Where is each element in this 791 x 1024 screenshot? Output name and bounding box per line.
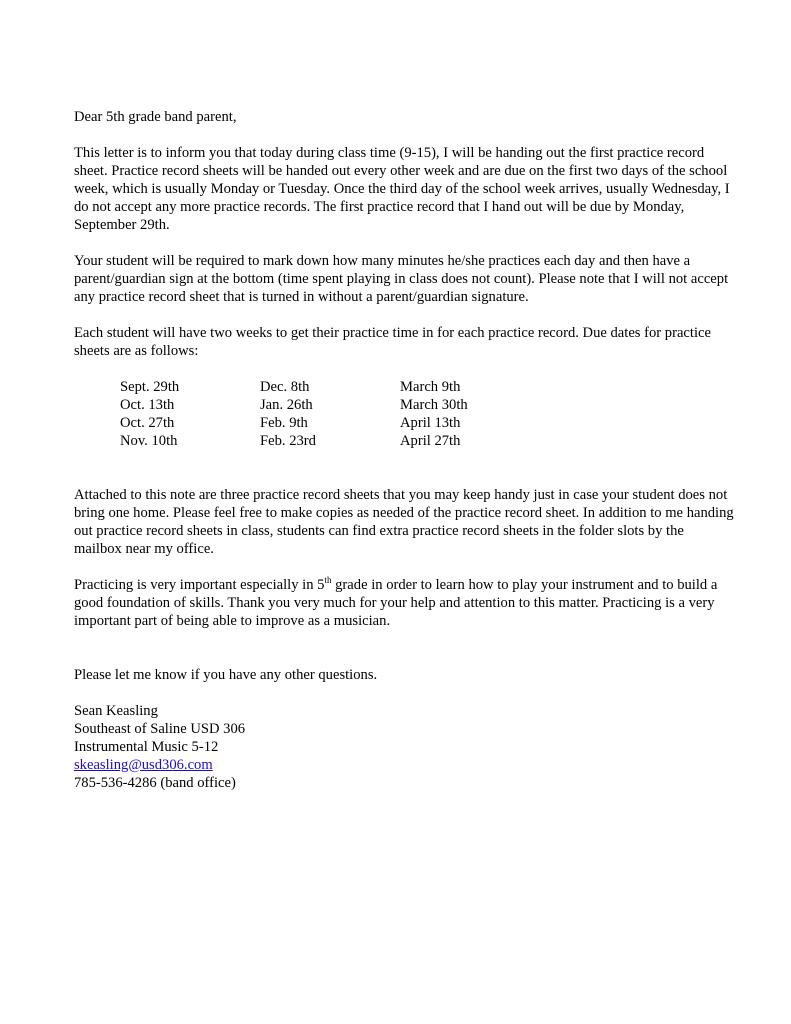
due-date: Oct. 13th: [120, 397, 175, 413]
paragraph-handout-info: This letter is to inform you that today during class time (9-15), I will be handing out the first practice record sheet. Practice record sheets will be handed out every other week and are due on the first two days of the school week, which is usually Monday or Tuesday. Once the third day of the school week arrives, usually Wednesday, I do not accept any more practice records. The first practice record that I hand out will be due by Monday, September 29th.: [74, 145, 730, 233]
importance-text-start: Practicing is very important especially in 5: [74, 577, 325, 593]
due-date: March 30th: [400, 397, 468, 413]
due-date: April 13th: [400, 415, 461, 431]
ordinal-suffix: th: [324, 575, 332, 586]
due-date: Feb. 9th: [260, 415, 308, 431]
paragraph-importance: [74, 576, 734, 630]
due-date: Sept. 29th: [120, 379, 180, 395]
paragraph-due-dates-intro: Each student will have two weeks to get their practice time in for each practice record. Due dates for practice sheets are as follows:: [74, 325, 711, 359]
due-date: Nov. 10th: [120, 433, 178, 449]
due-date: March 9th: [400, 379, 461, 395]
due-dates-table: [120, 378, 734, 450]
letter-page: [74, 108, 734, 792]
due-date: Dec. 8th: [260, 379, 310, 395]
signer-title: Instrumental Music 5-12: [74, 739, 219, 755]
greeting: Dear 5th grade band parent,: [74, 109, 237, 125]
paragraph-requirements: Your student will be required to mark down how many minutes he/she practices each day and then have a parent/guardian sign at the bottom (time spent playing in class does not count). Please note that I will not accept any practice record sheet that is turned in without a parent/guardian signature.: [74, 253, 729, 305]
signature-block: [74, 702, 734, 792]
importance-text-end: grade in order to learn how to play your instrument and to build a good foundation of skills. Thank you very much for your help and attention to this matter. Practicing is a very important part of being able to improve as a musician.: [74, 577, 718, 629]
due-date: April 27th: [400, 433, 461, 449]
closing-line: Please let me know if you have any other questions.: [74, 667, 378, 683]
signer-name: Sean Keasling: [74, 703, 158, 719]
due-date: Feb. 23rd: [260, 433, 316, 449]
paragraph-attachments: Attached to this note are three practice record sheets that you may keep handy just in case your student does not bring one home. Please feel free to make copies as needed of the practice record sheet. In addition to me handing out practice record sheets in class, students can find extra practice record sheets in the folder slots by the mailbox near my office.: [74, 487, 734, 557]
due-date: Jan. 26th: [260, 397, 313, 413]
signer-organization: Southeast of Saline USD 306: [74, 721, 246, 737]
signer-phone: 785-536-4286 (band office): [74, 775, 236, 791]
email-link[interactable]: skeasling@usd306.com: [74, 757, 213, 773]
due-date: Oct. 27th: [120, 415, 175, 431]
